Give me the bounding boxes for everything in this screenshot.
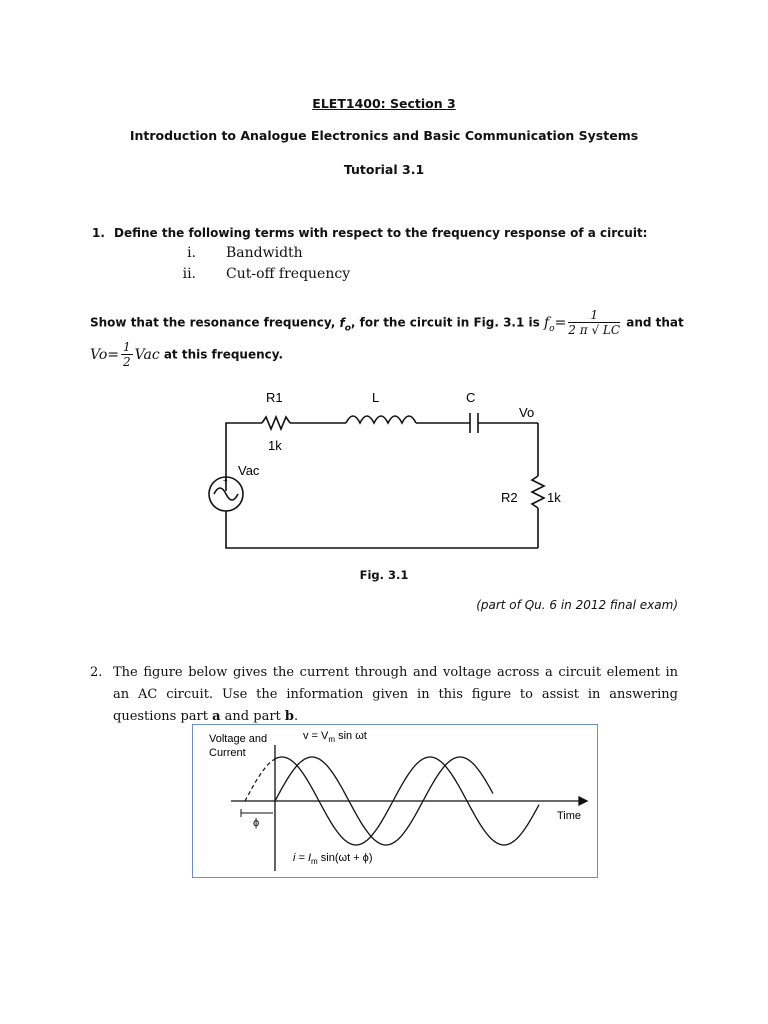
course-title: Introduction to Analogue Electronics and Basic Communication Systems [129,128,639,143]
exam-reference: (part of Qu. 6 in 2012 final exam) [476,598,678,612]
term-number: ii. [182,266,196,282]
capacitor-label: C [466,390,476,405]
formula-denominator: 2 π √ LC [568,323,621,337]
ylabel-line-1: Voltage and [209,733,268,745]
vo-lhs: Vo [90,346,108,363]
figure-1-caption: Fig. 3.1 [359,568,409,582]
vo-tail: at this frequency. [159,347,284,362]
question-1-number: 1. [92,226,105,240]
r2-label: R2 [501,490,518,505]
inductor-label: L [372,390,380,405]
x-axis-arrow-icon [579,797,587,805]
show-var: f [339,315,345,330]
source-plus-sign: + [223,476,228,485]
vo-statement [90,340,283,369]
voltage-equation: $v = V_m$ sin ωt [303,730,367,744]
inductor-l [346,416,416,423]
r1-value: 1k [268,438,282,453]
wire-bottom [226,511,538,548]
ylabel-line-2: Current [209,747,246,759]
vo-eq: = [107,346,119,363]
formula-eq: = [554,314,567,331]
source-label: Vac [238,463,260,478]
wire-left-top [226,423,262,491]
vo-fraction [121,340,133,369]
vo-denominator: 2 [123,355,131,369]
term-text: Cut-off frequency [226,266,351,282]
formula-lhs-sub: o [549,323,555,334]
waveform-figure [192,724,598,878]
resonance-statement [90,308,684,337]
vo-rhs: Vac [134,346,160,363]
vo-numerator: 1 [123,340,131,354]
part-a-marker: a [212,709,221,724]
vo-label: Vo [519,405,535,420]
show-mid: , for the circuit in Fig. 3.1 is [350,315,544,330]
formula-lhs: f [543,314,550,331]
phase-label: ϕ [253,817,260,829]
vo-formula [90,340,160,369]
tutorial-title: Tutorial 3.1 [343,162,425,177]
course-code: ELET1400: Section 3 [312,96,456,111]
term-text: Bandwidth [226,245,303,261]
r1-label: R1 [266,390,283,405]
formula-numerator: 1 [568,308,620,323]
circuit-diagram [196,384,576,556]
question-2-text: The figure below gives the current through and voltage across a circuit element in an AC circuit. Use the information given in this figure to assist in answering questions part a and part b. [113,665,678,724]
question-1-prompt [92,226,647,240]
resistor-r2 [532,476,544,508]
question-2 [90,662,678,728]
x-axis-label: Time [557,810,582,822]
show-suffix: and that [622,315,684,330]
question-2-number: 2. [90,665,103,680]
term-number: i. [187,245,196,261]
waveform-plot [193,725,596,876]
show-var-sub: o [344,322,351,333]
term-item-2 [0,266,768,286]
resonance-formula [543,308,622,337]
part-b-marker: b [284,709,294,724]
current-curve-dashed [245,759,275,801]
resistor-r1 [262,417,290,429]
formula-fraction [568,308,620,337]
show-prefix: Show that the resonance frequency, [90,315,340,330]
current-equation: $i = I_m$ sin(ωt + ϕ) [293,852,373,866]
r2-value: 1k [547,490,561,505]
question-1-text: Define the following terms with respect to the frequency response of a circuit: [114,226,648,240]
term-item-1 [0,245,768,265]
